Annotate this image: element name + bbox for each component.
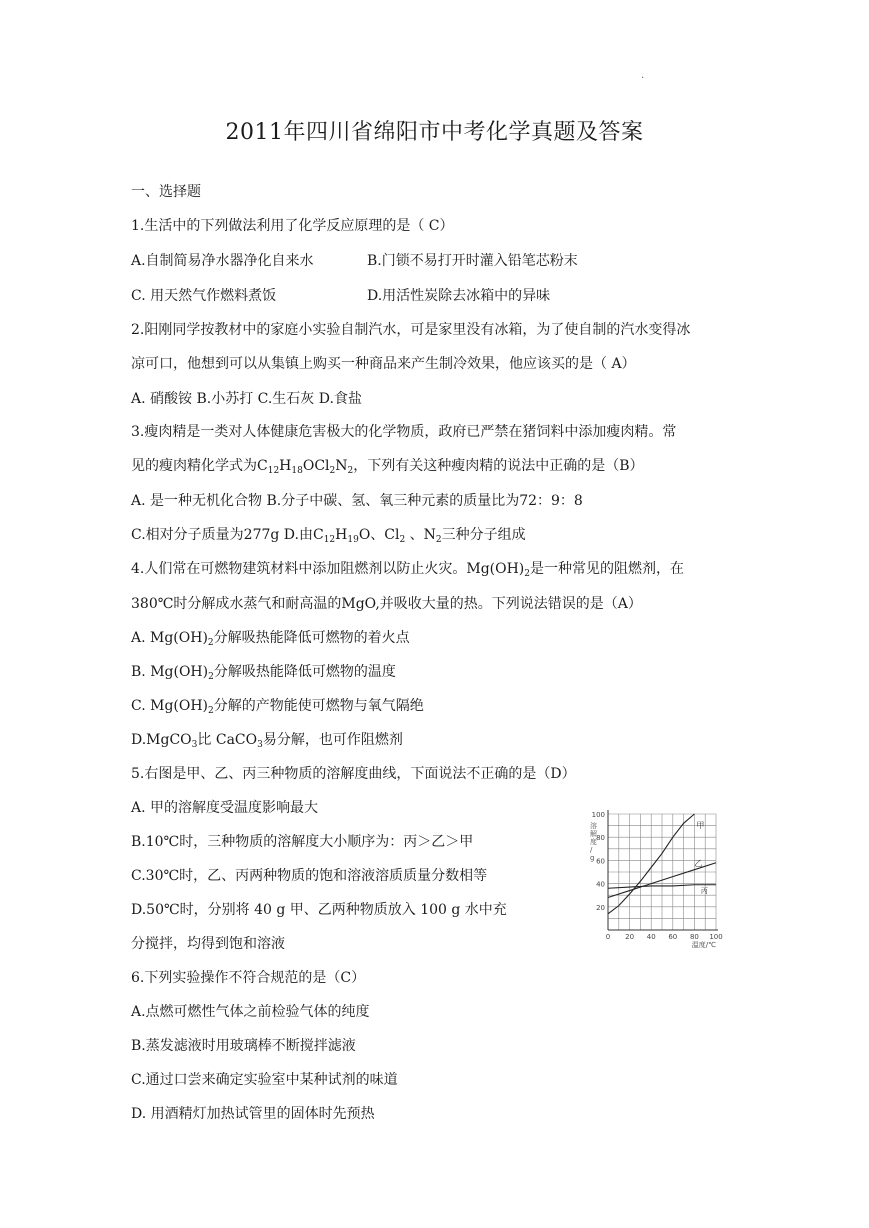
x-axis-label: 温度/℃ [691, 941, 716, 949]
x-tick-label: 60 [668, 933, 678, 941]
q4-stem-line1: 4.人们常在可燃物建筑材料中添加阻燃剂以防止火灾。$Mg(OH)_2$是一种常见的阻燃剂，在 [131, 561, 684, 579]
q4-option-c: C. $Mg(OH)_2$分解的产物能使可燃物与氧气隔绝 [131, 698, 424, 716]
series-label-1: 甲 [696, 820, 705, 830]
q6-option-d: D. 用酒精灯加热试管里的固体时先预热 [131, 1106, 375, 1122]
q2-stem-line1: 2.阳刚同学按教材中的家庭小实验自制汽水，可是家里没有冰箱，为了使自制的汽水变得冰 [131, 322, 691, 338]
q6-option-a: A.点燃可燃性气体之前检验气体的纯度 [131, 1004, 370, 1020]
q1-option-b: B.门锁不易打开时灌入铅笔芯粉末 [367, 253, 578, 269]
q5-option-d-line2: 分搅拌，均得到饱和溶液 [131, 936, 285, 952]
page-title: 2011年四川省绵阳市中考化学真题及答案 [225, 120, 644, 145]
x-tick-label: 0 [605, 933, 611, 941]
q5-option-d-line1: D.50℃时，分别将 40 g 甲、乙两种物质放入 100 g 水中充 [131, 902, 507, 918]
q1-option-d: D.用活性炭除去冰箱中的异味 [367, 288, 551, 304]
q4-option-d: D.MgCO$_3$比 CaCO$_3$易分解，也可作阻燃剂 [131, 732, 403, 750]
q4-option-b: B. $Mg(OH)_2$分解吸热能降低可燃物的温度 [131, 664, 396, 682]
q4-option-a: A. $Mg(OH)_2$分解吸热能降低可燃物的着火点 [131, 630, 410, 648]
y-axis-label: 溶解度/ g [590, 822, 597, 862]
y-tick-label: 100 [591, 811, 605, 819]
q3-options-cd: C.相对分子质量为277g D.由$C_{12}H_{19}O$、$Cl_2$ 、$N_2$三种分子组成 [131, 527, 526, 545]
q6-stem: 6.下列实验操作不符合规范的是（C） [131, 970, 366, 986]
q2-options: A. 硝酸铵 B.小苏打 C.生石灰 D.食盐 [131, 391, 362, 407]
page-mark: . [641, 70, 645, 81]
q5-option-c: C.30℃时，乙、丙两种物质的饱和溶液溶质质量分数相等 [131, 868, 488, 884]
series-label-3: 丙 [700, 886, 708, 895]
q5-option-a: A. 甲的溶解度受温度影响最大 [131, 800, 319, 816]
section-heading: 一、选择题 [131, 184, 201, 200]
series-label-2: 乙 [694, 859, 703, 869]
q5-option-b: B.10℃时，三种物质的溶解度大小顺序为：丙＞乙＞甲 [131, 834, 474, 850]
x-tick-label: 100 [709, 933, 723, 941]
q3-stem-line1: 3.瘦肉精是一类对人体健康危害极大的化学物质，政府已严禁在猪饲料中添加瘦肉精。常 [131, 424, 677, 440]
q3-stem-line2: 见的瘦肉精化学式为$C_{12}H_{18}OCl_2N_2$，下列有关这种瘦肉精的说法中正确的是（B） [131, 458, 644, 476]
q1-stem: 1.生活中的下列做法利用了化学反应原理的是（ C） [131, 218, 454, 234]
x-tick-label: 20 [625, 933, 635, 941]
y-tick-label: 80 [596, 834, 605, 843]
q6-option-c: C.通过口尝来确定实验室中某种试剂的味道 [131, 1072, 398, 1088]
y-tick-label: 20 [596, 903, 605, 912]
solubility-chart [584, 806, 732, 949]
q1-option-a: A.自制简易净水器净化自来水 [131, 253, 314, 269]
x-tick-label: 80 [689, 933, 699, 941]
q3-options-ab: A. 是一种无机化合物 B.分子中碳、氢、氧三种元素的质量比为72：9：8 [131, 493, 583, 509]
q2-stem-line2: 凉可口，他想到可以从集镇上购买一种商品来产生制冷效果，他应该买的是（ A） [131, 356, 636, 372]
q1-option-c: C. 用天然气作燃料煮饭 [131, 288, 277, 304]
chart-grid [608, 814, 716, 930]
y-tick-label: 40 [596, 880, 605, 889]
q4-stem-line2: 380℃时分解成水蒸气和耐高温的MgO,并吸收大量的热。下列说法错误的是（A） [131, 596, 642, 612]
q6-option-b: B.蒸发滤液时用玻璃棒不断搅拌滤液 [131, 1038, 356, 1054]
x-tick-label: 40 [646, 933, 656, 941]
y-tick-label: 60 [596, 857, 605, 866]
chart-ticks [592, 811, 723, 941]
q5-stem: 5.右图是甲、乙、丙三种物质的溶解度曲线，下面说法不正确的是（D） [131, 766, 576, 782]
